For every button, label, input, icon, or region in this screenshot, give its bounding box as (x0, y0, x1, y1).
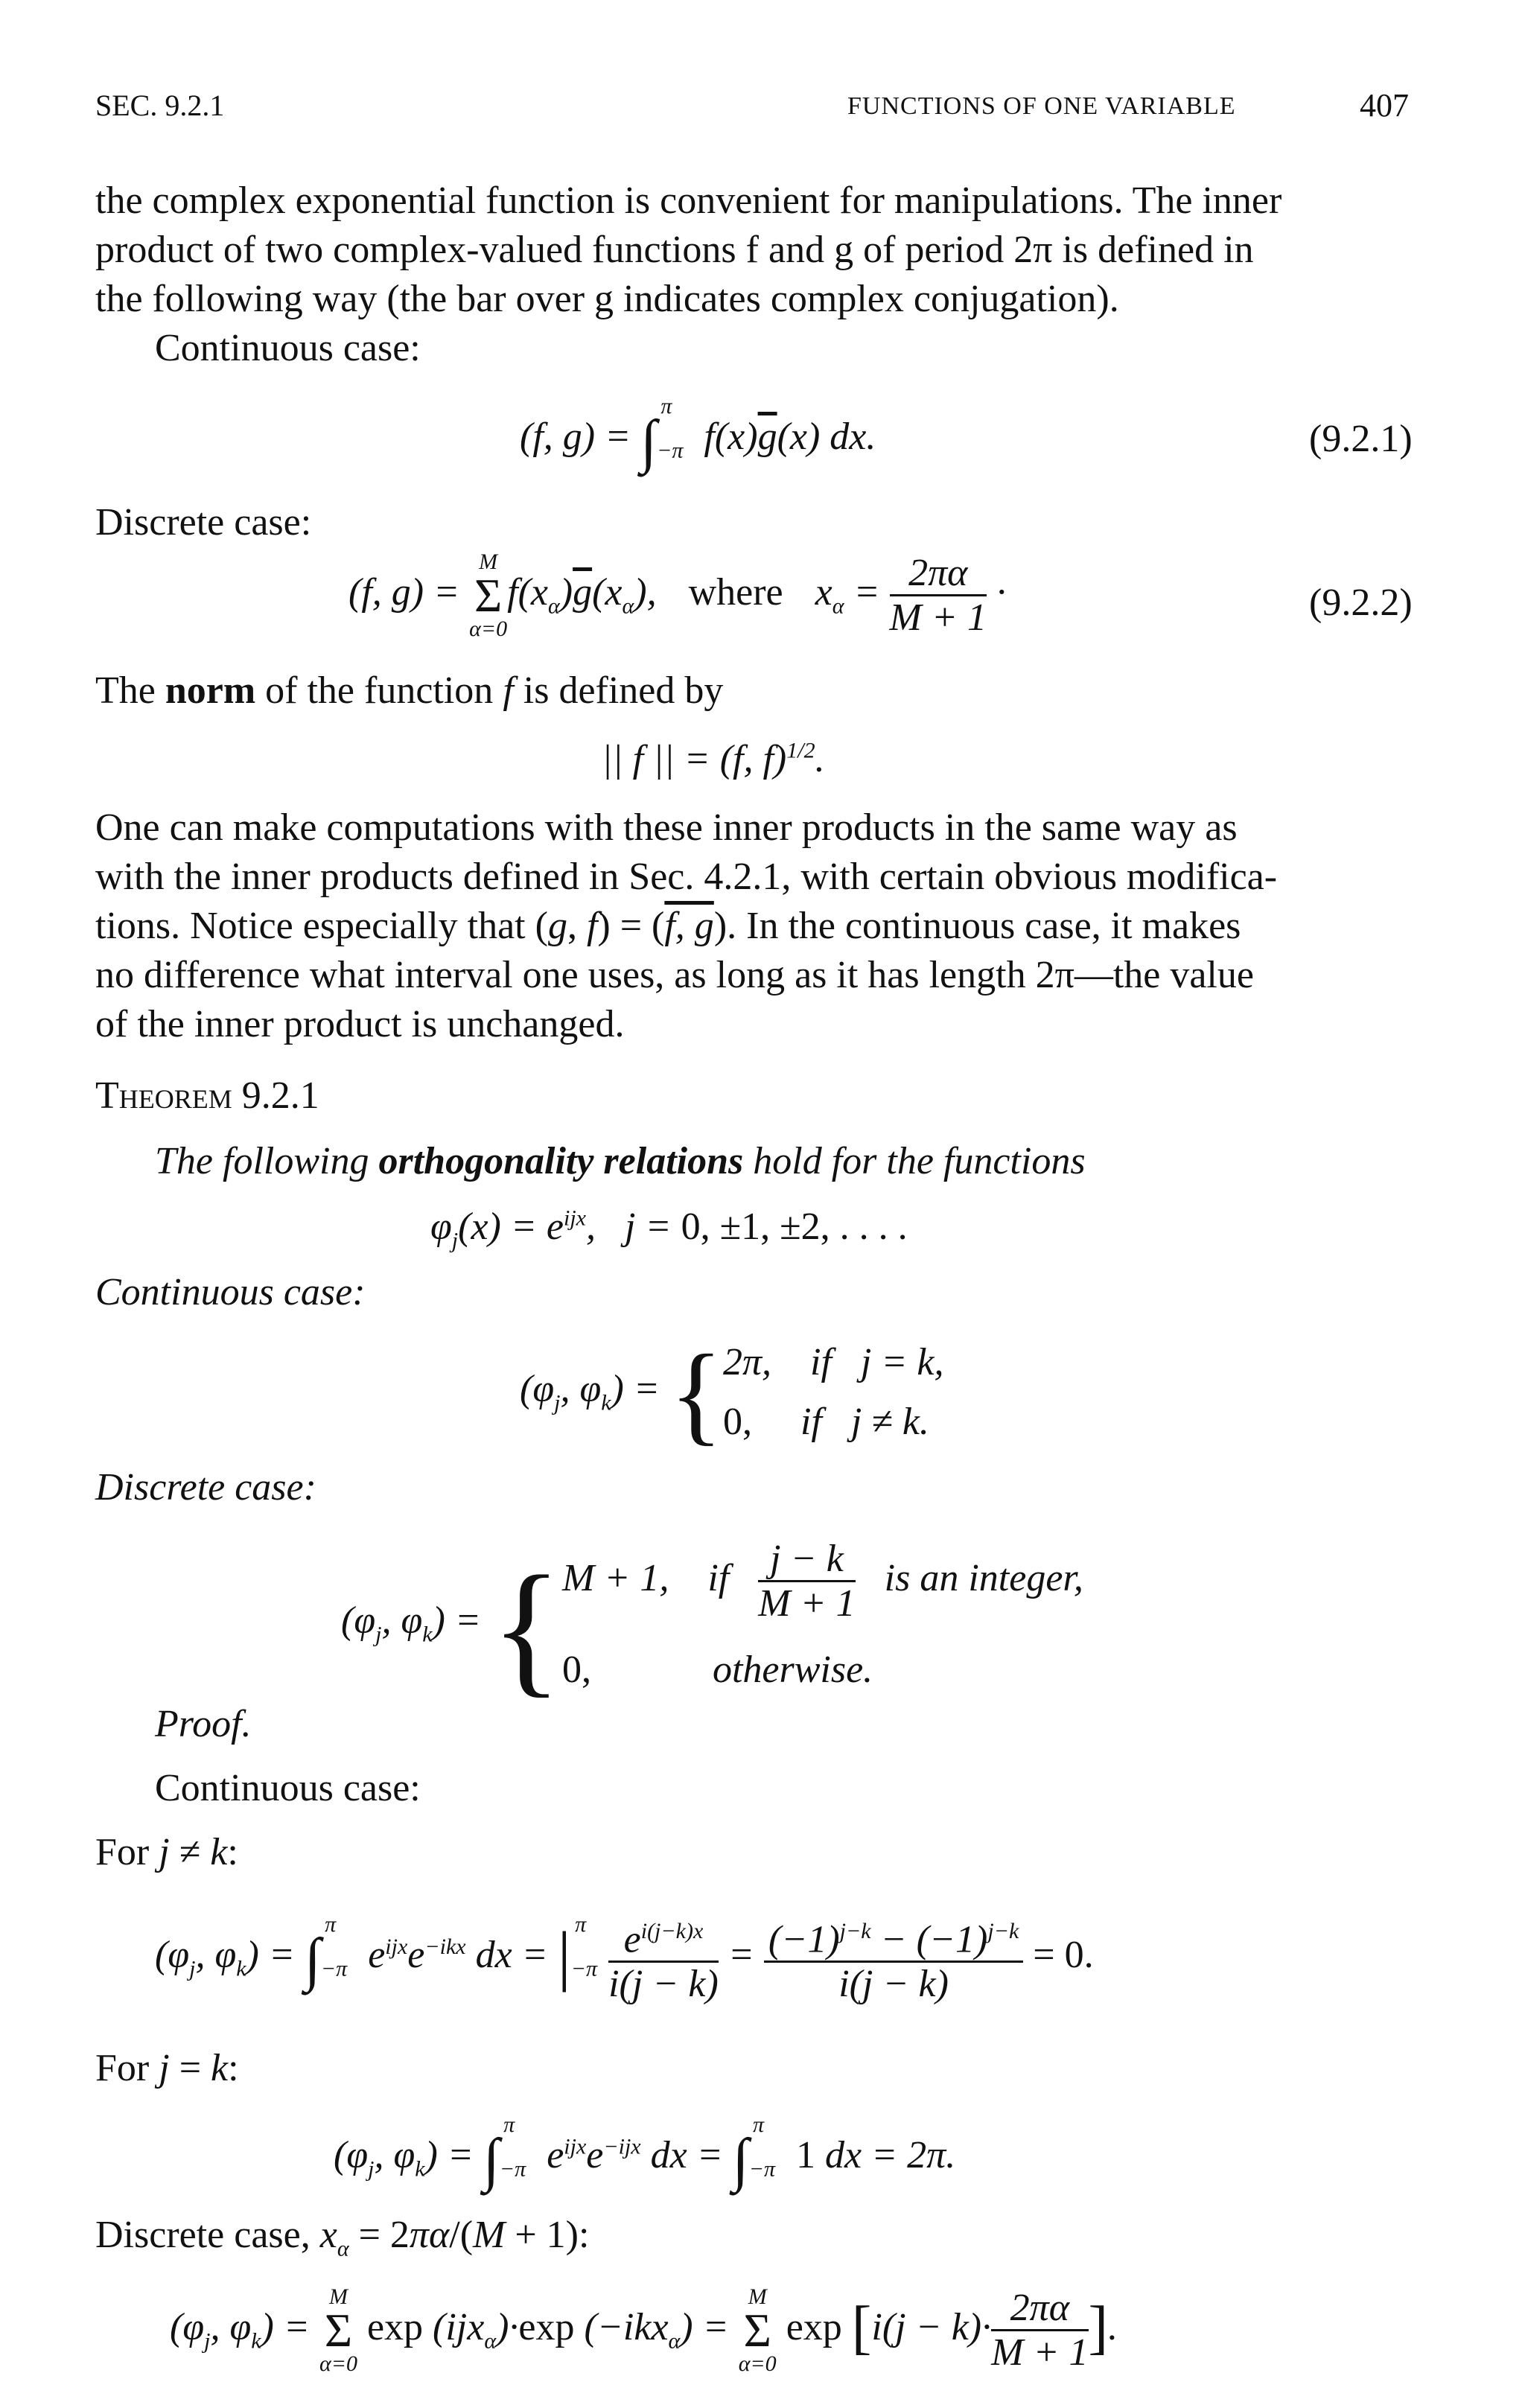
for-j-eq-k-label: For j = k: (95, 2047, 239, 2089)
para2-line-4: no difference what interval one uses, as long as it has length 2π—the value (95, 954, 1254, 996)
para2-line-3: tions. Notice especially that (g, f) = (f, g). In the continuous case, it makes (95, 905, 1241, 947)
theorem-statement: The following orthogonality relations hold for the functions (155, 1140, 1086, 1182)
theorem-continuous-equation: ($\varphi_j$, $\varphi_k$) = { 2π, if j = k, 0, if j ≠ k. (520, 1332, 944, 1456)
proof-equation-1: ($\varphi_j$, $\varphi_k) = \int_{-\pi}^\pi$ $e^{ijx}e^{-ikx}$ dx = $|_{-\pi}^\pi$ $\frac{e^{i(j-k)x}}{i(j - k)}$ = $\frac{(-1)^{j-k} - (-1)^{j-k}}{i(j - k)}$ = 0. (155, 1911, 1094, 2006)
norm-definition-line: The norm of the function f is defined by (95, 669, 724, 712)
para2-line-1: One can make computations with these inner products in the same way as (95, 806, 1238, 849)
page-number: 407 (1360, 87, 1409, 124)
equation-9-2-1: (f, $g) = \int_{-\pi}^\pi$ $f(x)\overline{g}(x)$ dx. (520, 393, 876, 474)
running-title: FUNCTIONS OF ONE VARIABLE (847, 92, 1236, 120)
discrete-proof-line: Discrete case, $x_\alpha = 2\pi\alpha/(M + 1)$: (95, 2214, 590, 2261)
discrete-case-label: Discrete case: (95, 501, 312, 544)
intro-line-1: the complex exponential function is convenient for manipulations. The inner (95, 179, 1282, 222)
proof-equation-3: ($\varphi_j$, $\varphi_k$) = M Σ α=0 exp (ijx$_\alpha$)·exp (−ikx$_\alpha$) = M Σ α=0 exp [i(j − k)· $\frac{2\pi\alpha}{M + 1}$ ]. (170, 2284, 1118, 2376)
intro-line-2: product of two complex-valued functions f and g of period 2π is defined in (95, 229, 1254, 271)
theorem-label: Theorem 9.2.1 (95, 1074, 319, 1117)
proof-continuous-label: Continuous case: (155, 1767, 421, 1809)
section-number: SEC. 9.2.1 (95, 89, 225, 122)
intro-line-3: the following way (the bar over g indicates complex conjugation). (95, 278, 1119, 320)
equation-number-9-2-1: (9.2.1) (1309, 418, 1413, 460)
norm-term: norm (165, 669, 256, 712)
equation-9-2-2: (f, g) = M Σ α=0 $f(x_\alpha)\overline{g}(x_\alpha)$, where $x_\alpha$ = $\frac{2\pi\alpha}{M + 1}$ · (348, 550, 1006, 641)
for-j-ne-k-label: For j ≠ k: (95, 1831, 238, 1873)
theorem-phi-definition: $\varphi_j(x) = e^{ijx}$, j = 0, ±1, ±2, . . . . (430, 1205, 908, 1253)
theorem-discrete-label: Discrete case: (95, 1466, 316, 1509)
para2-line-5: of the inner product is unchanged. (95, 1003, 625, 1045)
norm-equation: || f || = (f, f)$^{1/2}$. (602, 738, 825, 780)
equation-number-9-2-2: (9.2.2) (1309, 582, 1413, 624)
theorem-continuous-label: Continuous case: (95, 1271, 366, 1313)
proof-equation-2: ($\varphi_j$, $\varphi_k) = \int_{-\pi}^\pi$ $e^{ijx}e^{-ijx}$ dx = $\int_{-\pi}^\pi$ 1 dx = 2π. (334, 2112, 956, 2193)
para2-line-2: with the inner products defined in Sec. 4.2.1, with certain obvious modifica- (95, 856, 1278, 898)
continuous-case-label: Continuous case: (155, 327, 421, 369)
theorem-discrete-equation: ($\varphi_j$, $\varphi_k$) = { M + 1, if $\frac{j - k}{M + 1}$ is an integer, 0, otherwise. (341, 1537, 1083, 1711)
proof-label: Proof. (155, 1703, 252, 1745)
where-word: where (688, 570, 783, 614)
